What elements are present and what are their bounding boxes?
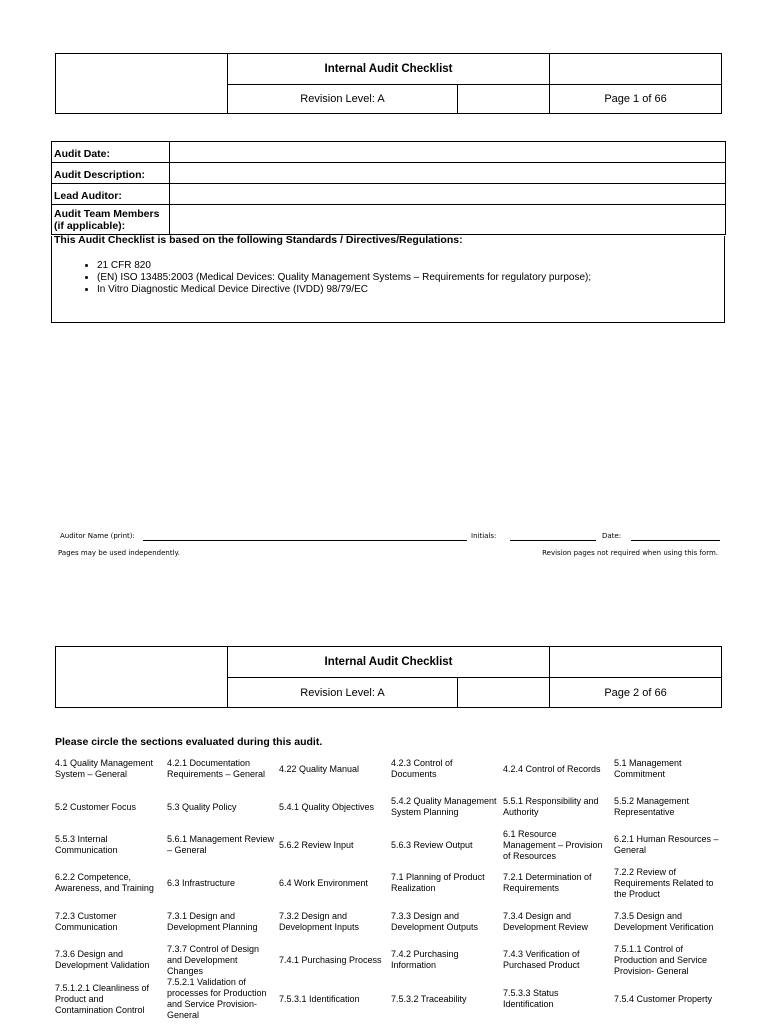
section-item[interactable]: 6.2.2 Competence, Awareness, and Training <box>55 872 154 893</box>
section-item[interactable]: 7.3.4 Design and Development Review <box>503 911 589 932</box>
section-item[interactable]: 5.5.3 Internal Communication <box>55 834 118 855</box>
section-item[interactable]: 7.2.3 Customer Communication <box>55 911 118 932</box>
section-item[interactable]: 7.1 Planning of Product Realization <box>391 872 485 893</box>
page1-revision-blank <box>458 85 550 114</box>
standard-item: • In Vitro Diagnostic Medical Device Directive (IVDD) 98/79/EC <box>97 284 591 296</box>
section-item[interactable]: 7.3.1 Design and Development Planning <box>167 911 258 932</box>
standards-list <box>80 260 591 296</box>
section-item[interactable]: 5.4.1 Quality Objectives <box>279 801 375 812</box>
section-item[interactable]: 7.3.3 Design and Development Outputs <box>391 911 479 932</box>
section-item[interactable]: 5.2 Customer Focus <box>55 801 137 812</box>
section-item[interactable]: 6.4 Work Environment <box>279 877 368 888</box>
pages-note: Pages may be used independently. <box>58 549 180 557</box>
section-item[interactable]: 6.3 Infrastructure <box>167 877 236 888</box>
section-item[interactable]: 4.2.3 Control of Documents <box>391 758 453 779</box>
audit-date-label: Audit Date: <box>52 142 170 163</box>
section-item[interactable]: 5.5.2 Management Representative <box>614 796 690 817</box>
section-item[interactable]: 6.1 Resource Management – Provision of Resources <box>503 828 603 861</box>
standard-item: • (EN) ISO 13485:2003 (Medical Devices: Quality Management Systems – Requirements for regulatory purpose); <box>97 272 591 284</box>
section-item[interactable]: 7.3.7 Control of Design and Development Changes <box>167 943 260 976</box>
section-item[interactable]: 5.3 Quality Policy <box>167 801 237 812</box>
page1-revision-level: Revision Level: A <box>228 85 458 114</box>
standards-box <box>51 236 725 323</box>
section-item[interactable]: 6.2.1 Human Resources – General <box>614 834 719 855</box>
audit-team-label: Audit Team Members (if applicable): <box>52 205 170 235</box>
audit-description-field[interactable] <box>170 163 726 184</box>
section-item[interactable]: 7.3.5 Design and Development Verification <box>614 911 714 932</box>
lead-auditor-field[interactable] <box>170 184 726 205</box>
section-item[interactable]: 7.5.1.2.1 Cleanliness of Product and Contamination Control <box>55 982 150 1015</box>
standards-title: This Audit Checklist is based on the following Standards / Directives/Regulations: <box>54 234 463 246</box>
section-item[interactable]: 7.4.2 Purchasing Information <box>391 949 459 970</box>
page1-header-table <box>55 53 722 114</box>
audit-description-label: Audit Description: <box>52 163 170 184</box>
section-item[interactable]: 5.5.1 Responsibility and Authority <box>503 796 599 817</box>
section-item[interactable]: 7.5.3.2 Traceability <box>391 993 467 1004</box>
date-label: Date: <box>602 532 622 540</box>
circle-instruction: Please circle the sections evaluated during this audit. <box>55 736 323 748</box>
standard-item: • 21 CFR 820 <box>97 260 591 272</box>
section-item[interactable]: 7.5.3.1 Identification <box>279 993 360 1004</box>
page1-page-number: Page 1 of 66 <box>550 85 722 114</box>
page2-header-blank <box>550 647 722 678</box>
page1-doc-title: Internal Audit Checklist <box>228 54 550 85</box>
initials-label: Initials: <box>471 532 497 540</box>
page2-doc-title: Internal Audit Checklist <box>228 647 550 678</box>
section-item[interactable]: 5.6.2 Review Input <box>279 839 354 850</box>
section-item[interactable]: 5.6.3 Review Output <box>391 839 473 850</box>
section-item[interactable]: 7.4.3 Verification of Purchased Product <box>503 949 580 970</box>
section-item[interactable]: 5.4.2 Quality Management System Planning <box>391 796 497 817</box>
page2-revision-blank <box>458 678 550 708</box>
page2-revision-level: Revision Level: A <box>228 678 458 708</box>
section-item[interactable]: 7.5.4 Customer Property <box>614 993 713 1004</box>
section-item[interactable]: 7.5.3.3 Status Identification <box>503 988 559 1009</box>
page2-logo-cell <box>56 647 228 708</box>
section-item[interactable]: 4.2.1 Documentation Requirements – General <box>167 758 266 779</box>
section-item[interactable]: 7.4.1 Purchasing Process <box>279 954 382 965</box>
page1-header-blank <box>550 54 722 85</box>
page1-logo-cell <box>56 54 228 114</box>
date-line[interactable] <box>631 540 720 541</box>
page2-page-number: Page 2 of 66 <box>550 678 722 708</box>
page2-header-table <box>55 646 722 708</box>
section-item[interactable]: 5.6.1 Management Review – General <box>167 834 275 855</box>
section-item[interactable]: 7.3.6 Design and Development Validation <box>55 949 150 970</box>
audit-team-field[interactable] <box>170 205 726 235</box>
revision-note: Revision pages not required when using this form. <box>542 549 718 557</box>
section-item[interactable]: 5.1 Management Commitment <box>614 758 682 779</box>
section-item[interactable]: 7.2.2 Review of Requirements Related to the Product <box>614 866 714 899</box>
section-item[interactable]: 4.2.4 Control of Records <box>503 763 601 774</box>
auditor-name-line[interactable] <box>143 540 467 541</box>
section-item[interactable]: 7.2.1 Determination of Requirements <box>503 872 592 893</box>
section-item[interactable]: 7.5.1.1 Control of Production and Service Provision- General <box>614 943 708 976</box>
section-item[interactable]: 4.1 Quality Management System – General <box>55 758 154 779</box>
audit-info-table <box>51 141 726 235</box>
initials-line[interactable] <box>510 540 596 541</box>
section-item[interactable]: 7.3.2 Design and Development Inputs <box>279 911 360 932</box>
audit-date-field[interactable] <box>170 142 726 163</box>
lead-auditor-label: Lead Auditor: <box>52 184 170 205</box>
section-item[interactable]: 4.22 Quality Manual <box>279 763 360 774</box>
section-item[interactable]: 7.5.2.1 Validation of processes for Production and Service Provision-General <box>167 977 267 1020</box>
auditor-name-label: Auditor Name (print): <box>60 532 135 540</box>
